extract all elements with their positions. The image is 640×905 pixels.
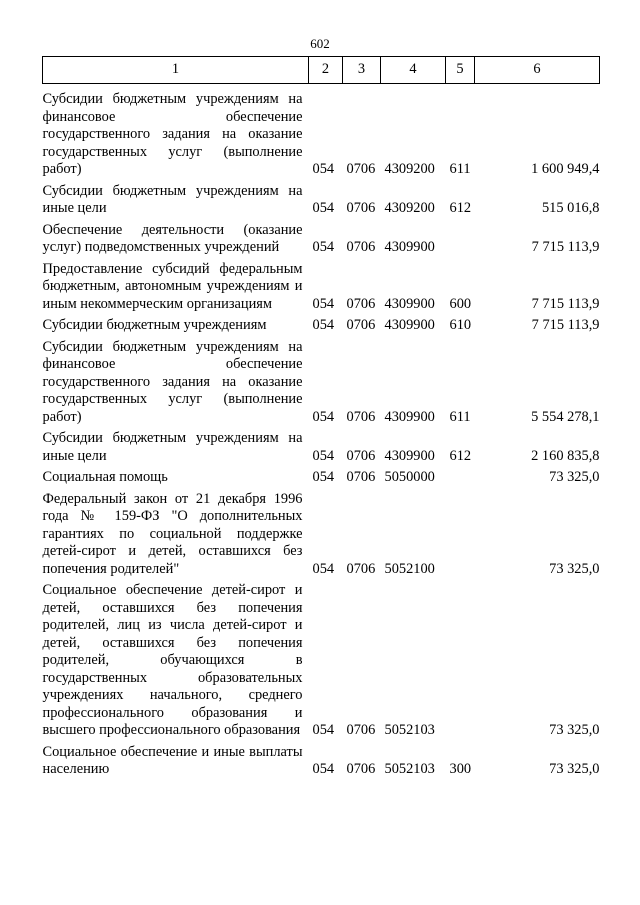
- column-header: 6: [475, 57, 600, 84]
- row-name: Социальное обеспечение и иные выплаты населению: [42, 743, 303, 777]
- table-row: [43, 317, 600, 339]
- row-name: Субсидии бюджетным учреждениям на финансовое обеспечение государственного задания на оказание государственных услуг (выполнение работ): [42, 91, 303, 177]
- ministry-code: 054: [312, 317, 335, 333]
- ministry-code: 054: [312, 560, 335, 577]
- section-code: 0706: [346, 317, 376, 333]
- target-code: 5052100: [384, 560, 435, 577]
- amount: 73 325,0: [549, 722, 600, 738]
- table-row: [43, 744, 600, 783]
- row-name: Федеральный закон от 21 декабря 1996 года № 159-ФЗ "О дополнительных гарантиях по социальной поддержке детей-сирот и детей, оставшихся без попечения родителей": [42, 490, 303, 577]
- ministry-code: 054: [312, 161, 335, 177]
- section-code: 0706: [346, 200, 376, 216]
- column-header: 4: [381, 57, 446, 84]
- column-header: 1: [43, 57, 309, 84]
- table-row: [43, 491, 600, 583]
- target-code: 5052103: [384, 761, 435, 777]
- amount: 7 715 113,9: [531, 295, 600, 312]
- amount: 2 160 835,8: [531, 447, 600, 464]
- target-code: 5050000: [384, 469, 435, 485]
- ministry-code: 054: [312, 295, 335, 312]
- target-code: 4309900: [384, 447, 435, 464]
- ministry-code: 054: [312, 200, 335, 216]
- target-code: 4309200: [384, 161, 435, 177]
- table-row: [43, 339, 600, 431]
- target-code: 4309900: [384, 317, 435, 333]
- amount: 7 715 113,9: [531, 239, 600, 255]
- section-code: 0706: [346, 161, 376, 177]
- section-code: 0706: [346, 447, 376, 464]
- page-number: 602: [310, 36, 330, 51]
- expense-code: 610: [449, 317, 472, 333]
- column-header: 2: [309, 57, 343, 84]
- ministry-code: 054: [312, 408, 335, 425]
- amount: 73 325,0: [549, 560, 600, 577]
- amount: 515 016,8: [541, 200, 600, 216]
- ministry-code: 054: [312, 447, 335, 464]
- expense-code: [446, 582, 475, 744]
- target-code: 4309200: [384, 200, 435, 216]
- row-name: Субсидии бюджетным учреждениям на финансовое обеспечение государственного задания на оказание государственных услуг (выполнение работ): [42, 338, 303, 425]
- column-header: 5: [446, 57, 475, 84]
- section-code: 0706: [346, 239, 376, 255]
- amount: 73 325,0: [549, 761, 600, 777]
- row-name: Субсидии бюджетным учреждениям на иные цели: [42, 430, 303, 464]
- target-code: 4309900: [384, 408, 435, 425]
- ministry-code: 054: [312, 761, 335, 777]
- expense-code: 612: [449, 447, 472, 464]
- table-row: [43, 582, 600, 744]
- expense-code: [446, 222, 475, 261]
- table-row: [43, 222, 600, 261]
- section-code: 0706: [346, 408, 376, 425]
- target-code: 5052103: [384, 722, 435, 738]
- ministry-code: 054: [312, 469, 335, 485]
- expense-code: [446, 469, 475, 491]
- target-code: 4309900: [384, 295, 435, 312]
- column-header: 3: [343, 57, 381, 84]
- section-code: 0706: [346, 761, 376, 777]
- section-code: 0706: [346, 469, 376, 485]
- section-code: 0706: [346, 295, 376, 312]
- expense-code: 611: [449, 161, 471, 177]
- table-row: [43, 261, 600, 318]
- expense-code: 612: [449, 200, 472, 216]
- target-code: 4309900: [384, 239, 435, 255]
- table-row: [43, 430, 600, 469]
- amount: 1 600 949,4: [531, 161, 600, 177]
- header-row: [43, 57, 600, 84]
- row-name: Социальная помощь: [42, 469, 168, 485]
- section-code: 0706: [346, 560, 376, 577]
- section-code: 0706: [346, 722, 376, 738]
- amount: 5 554 278,1: [531, 408, 600, 425]
- expense-code: 600: [449, 295, 472, 312]
- expense-code: [446, 491, 475, 583]
- row-name: Субсидии бюджетным учреждениям: [42, 317, 267, 333]
- table-row: [43, 84, 600, 183]
- ministry-code: 054: [312, 722, 335, 738]
- expense-code: 611: [449, 408, 471, 425]
- budget-table: [42, 56, 600, 783]
- ministry-code: 054: [312, 239, 335, 255]
- amount: 73 325,0: [549, 469, 600, 485]
- table-row: [43, 183, 600, 222]
- row-name: Обеспечение деятельности (оказание услуг) подведомственных учреждений: [42, 221, 303, 255]
- table-body: [43, 84, 600, 783]
- amount: 7 715 113,9: [531, 317, 600, 333]
- expense-code: 300: [449, 761, 472, 777]
- row-name: Социальное обеспечение детей-сирот и детей, оставшихся без попечения родителей, лиц из числа детей-сирот и детей, оставшихся без попечения родителей, обучающихся в государственных образовательных учреждениях начального, среднего профессионального образования и высшего профессионального образования: [42, 582, 303, 738]
- table-row: [43, 469, 600, 491]
- row-name: Субсидии бюджетным учреждениям на иные цели: [42, 182, 303, 216]
- table-header: [43, 57, 600, 84]
- row-name: Предоставление субсидий федеральным бюджетным, автономным учреждениям и иным некоммерческим организациям: [42, 260, 303, 312]
